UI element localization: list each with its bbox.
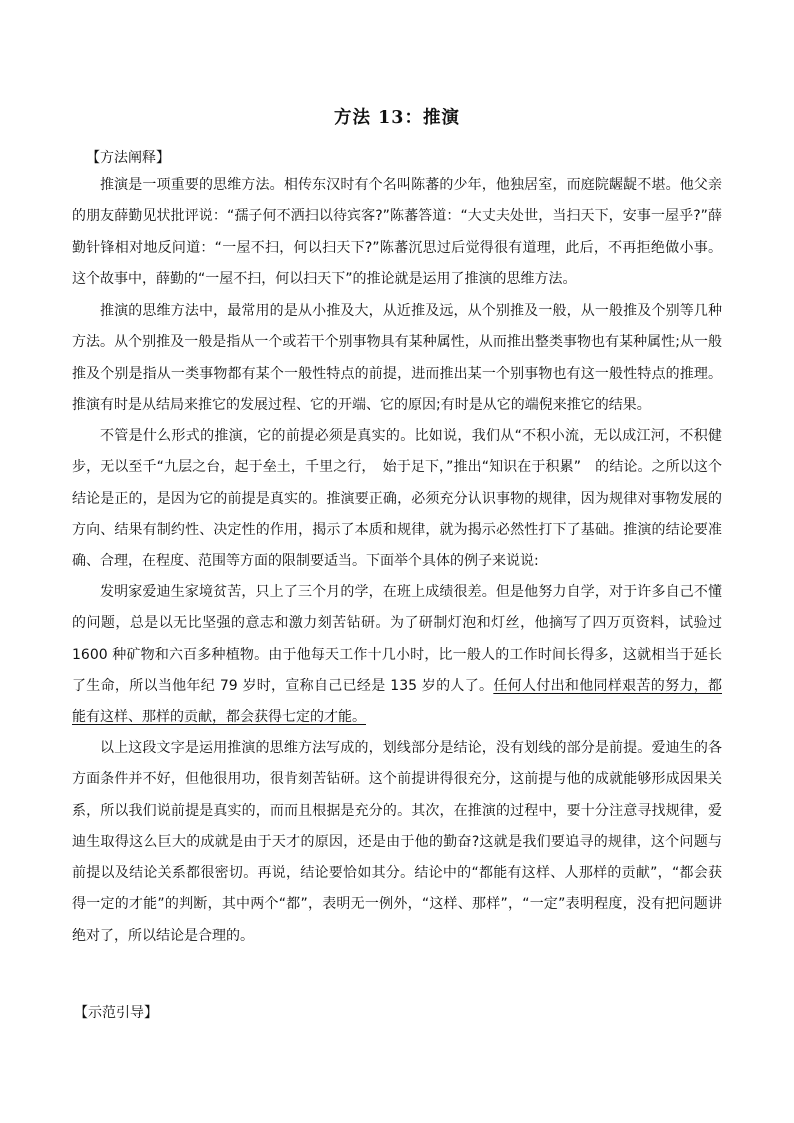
paragraph-3: 不管是什么形式的推演，它的前提必须是真实的。比如说，我们从“不积小流，无以成江河，不积健步，无以至千“九层之台，起于垒土，千里之行， 始于足下，”推出“知识在于积累” 的结论。之所以这个结论是正的，是因为它的前提是真实的。推演要正确，必须充分认识事物的规律，因为规律对事物发展的方向、结果有制约性、决定性的作用，揭示了本质和规律，就为揭示必然性打下了基础。推演的结论要准确、合理，在程度、范围等方面的限制要适当。下面举个具体的例子来说说: bbox=[72, 428, 722, 570]
paragraph-2: 推演的思维方法中，最常用的是从小推及大，从近推及远，从个别推及一般，从一般推及个别等几种方法。从个别推及一般是指从一个或若干个别事物具有某种属性，从而推出整类事物也有某种属性;从一般推及个别是指从一类事物都有某个一般性特点的前提，进而推出某一个别事物也有这一般性特点的推理。推演有时是从结局来推它的发展过程、它的开端、它的原因;有时是从它的端倪来推它的结果。 bbox=[72, 303, 722, 413]
paragraph-4 bbox=[72, 577, 722, 733]
section-heading-method: 【方法阐释】 bbox=[86, 150, 170, 166]
paragraph-4-premise: 发明家爱迪生家境贫苦，只上了三个月的学，在班上成绩很差。但是他努力自学，对于许多自己不懂的问题，总是以无比坚强的意志和激力刻苦钻研。为了研制灯泡和灯丝，他摘写了四万页资料，试验过 1600 种矿物和六百多种植物。由于他每天工作十几小时，比一般人的工作时间长得多，这就相当于延长了生命，所以当他年纪 79 岁时，宣称自己已经是 135 岁的人了。 bbox=[72, 584, 722, 694]
paragraph-4-conclusion: 任何人付出和他同样艰苦的努力，都能有这样、那样的贡献，都会获得七定的才能。 bbox=[72, 677, 722, 726]
page-title: 方法 13：推演 bbox=[334, 108, 460, 128]
paragraph-1: 推演是一项重要的思维方法。相传东汉时有个名叫陈蕃的少年，他独居室，而庭院龌龊不堪。他父亲的朋友薛勤见状批评说：“孺子何不洒扫以待宾客?”陈蕃答道：“大丈夫处世，当扫天下，安事一屋乎?”薛勤针锋相对地反问道：“一屋不扫，何以扫天下?”陈蕃沉思过后觉得很有道理，此后，不再拒绝做小事。这个故事中，薛勤的“一屋不扫，何以扫天下”的推论就是运用了推演的思维方法。 bbox=[72, 177, 722, 287]
section-heading-demo: 【示范引导】 bbox=[74, 1005, 158, 1021]
paragraph-5: 以上这段文字是运用推演的思维方法写成的，划线部分是结论，没有划线的部分是前提。爱迪生的各方面条件并不好，但他很用功，很肯刻苦钻研。这个前提讲得很充分，这前提与他的成就能够形成因果关系，所以我们说前提是真实的，而而且根据是充分的。其次，在推演的过程中，要十分注意寻找规律，爱迪生取得这么巨大的成就是由于天才的原因，还是由于他的勤奋?这就是我们要追寻的规律，这个问题与前提以及结论关系都很密切。再说，结论要恰如其分。结论中的“都能有这样、人那样的贡献”，“都会获得一定的才能”的判断，其中两个“都”，表明无一例外，“这样、那样”，“一定”表明程度，没有把问题讲绝对了，所以结论是合理的。 bbox=[72, 740, 722, 944]
